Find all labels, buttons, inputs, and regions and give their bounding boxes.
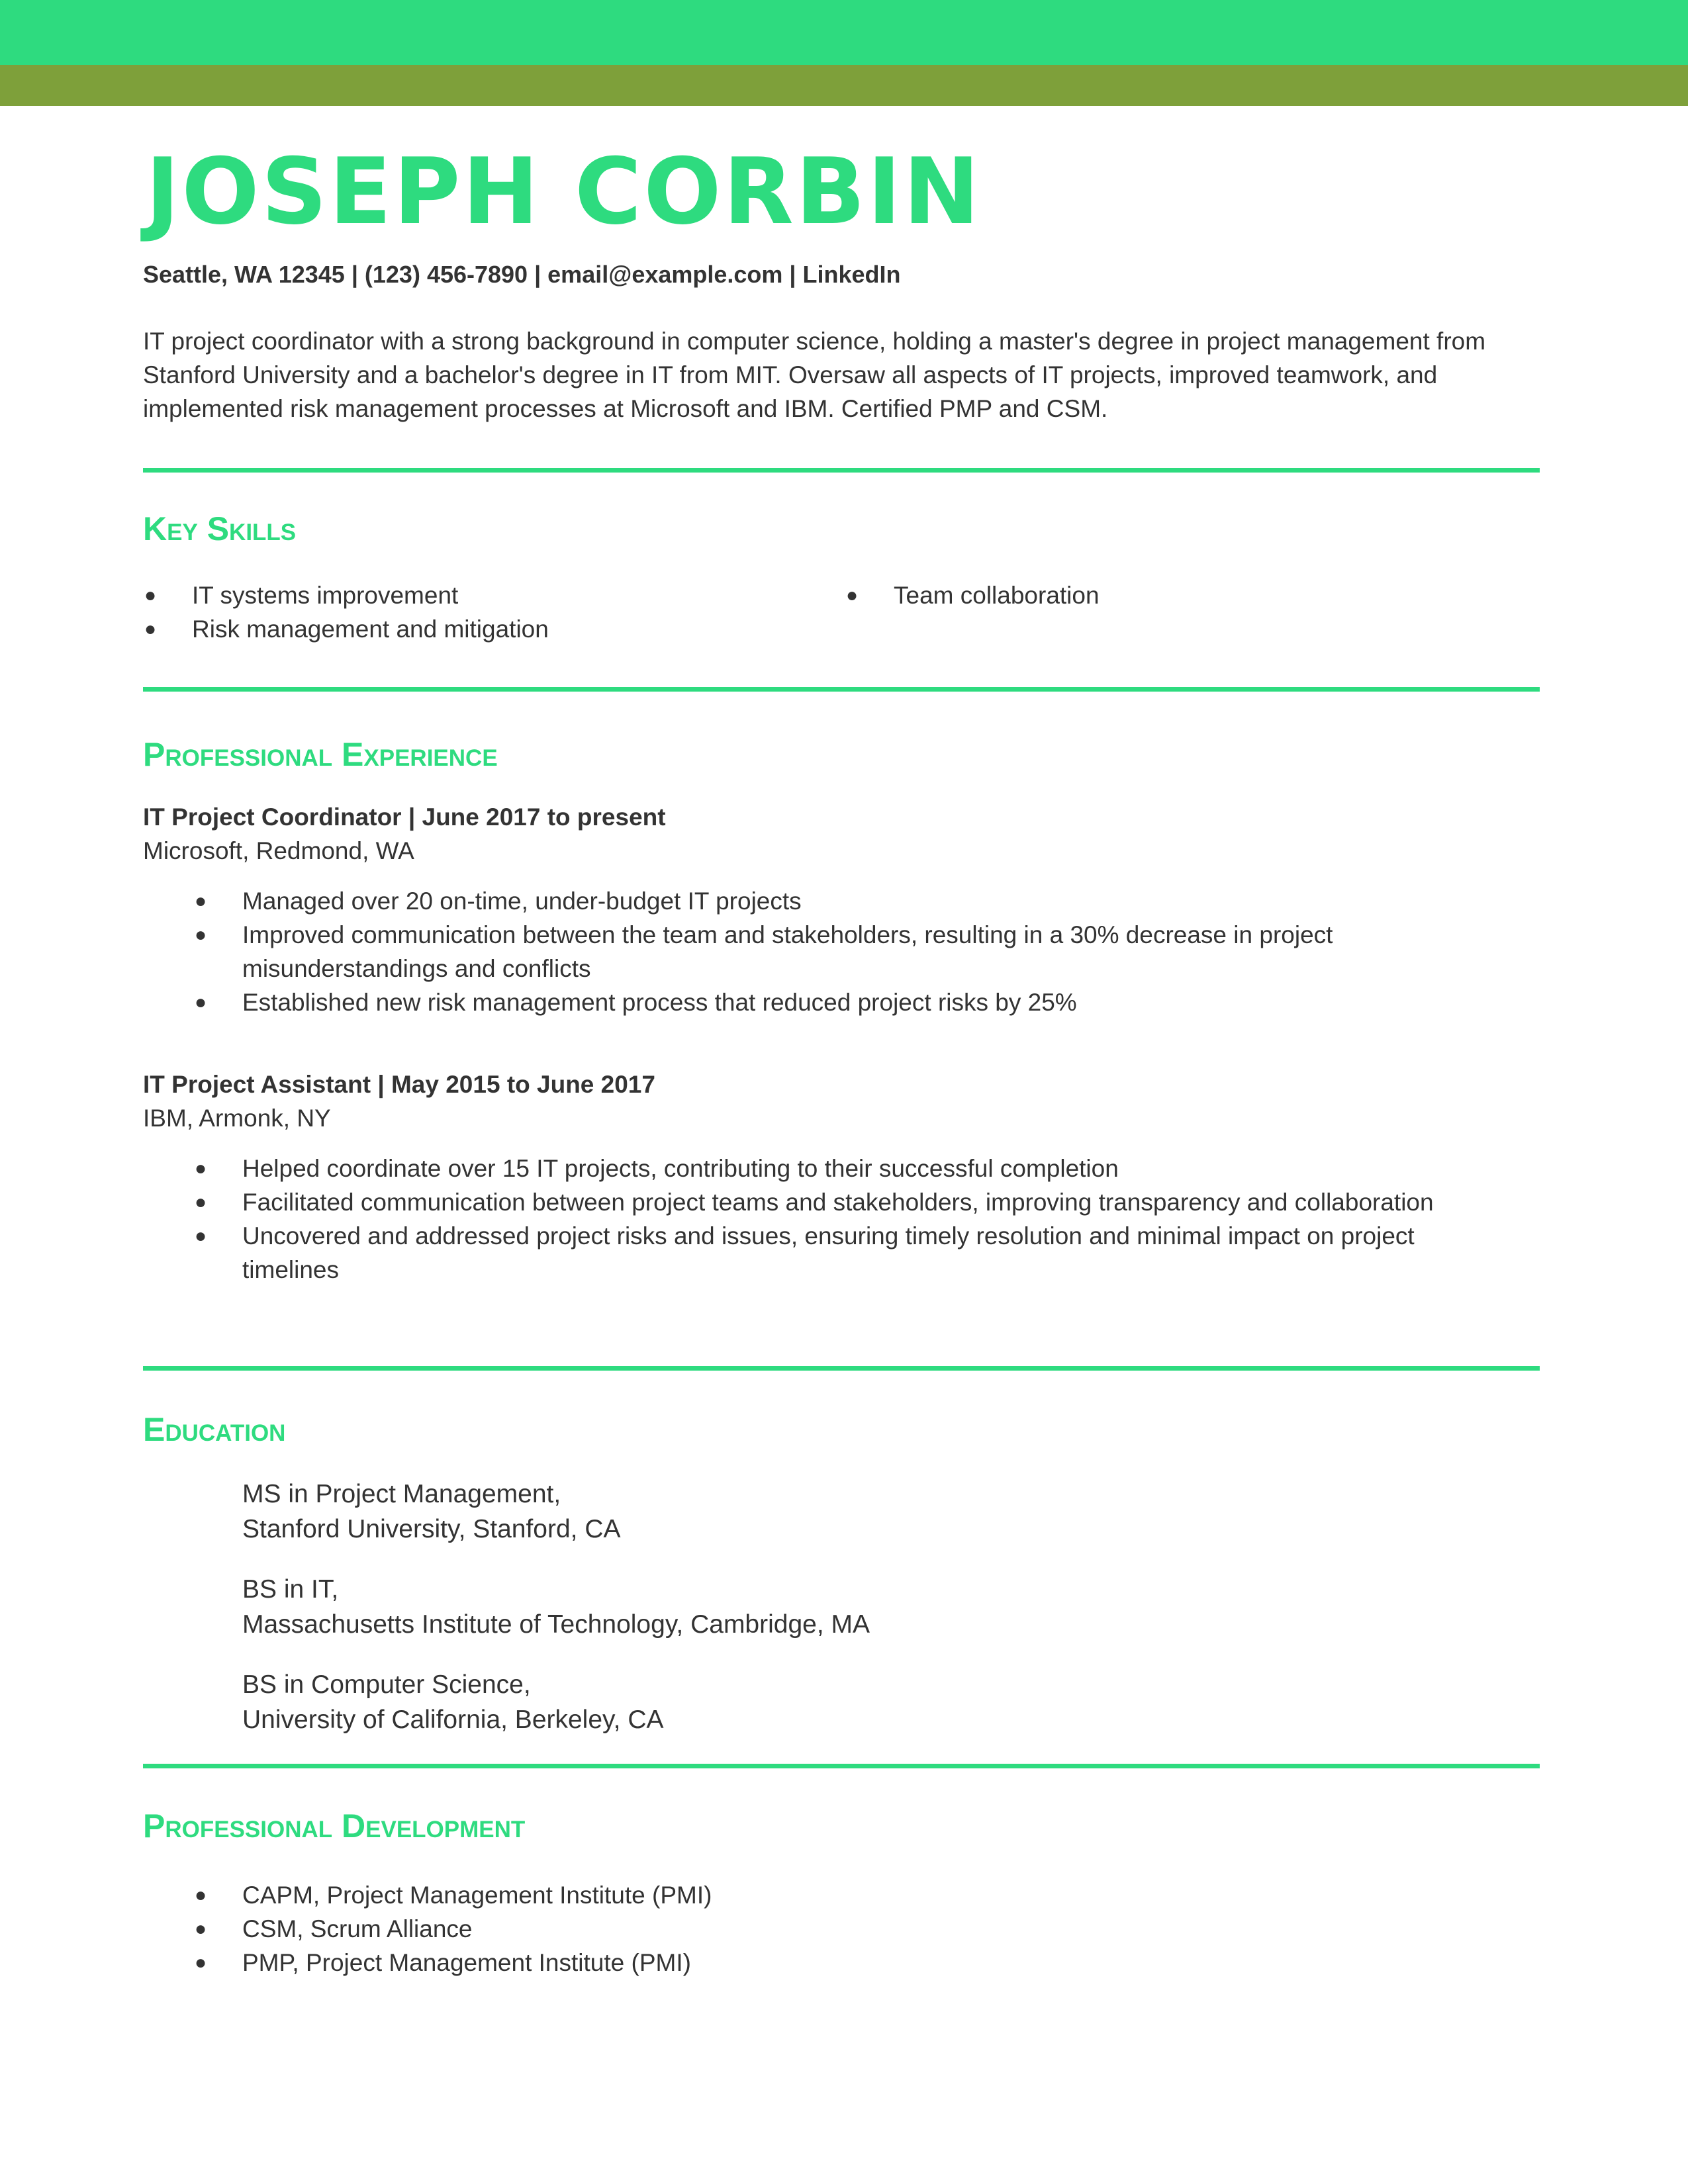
skills-heading: Key Skills <box>143 510 297 547</box>
bullet-icon: ● <box>846 584 859 606</box>
education-heading: Education <box>143 1411 286 1448</box>
job-bullets <box>195 884 1540 1019</box>
list-item: ● Uncovered and addressed project risks and issues, ensuring timely resolution and minimal impact on project timelines <box>242 1219 1434 1287</box>
header-bar-green <box>0 0 1688 65</box>
education-entry <box>143 1667 1540 1737</box>
skills-list <box>143 578 1540 651</box>
job-location: Microsoft, Redmond, WA <box>143 837 414 864</box>
bullet-icon: ● <box>195 1884 207 1906</box>
bullet-icon: ● <box>195 924 207 946</box>
degree: MS in Project Management, <box>242 1480 561 1508</box>
section-divider <box>143 687 1540 692</box>
list-item: ● Established new risk management process that reduced project risks by 25% <box>242 985 1540 1019</box>
development-list <box>195 1878 1540 1979</box>
list-item: ● CAPM, Project Management Institute (PMI) <box>242 1878 1540 1912</box>
bullet-icon: ● <box>195 991 207 1013</box>
list-item: ● Managed over 20 on-time, under-budget IT projects <box>242 884 1540 918</box>
bullet-icon: ● <box>195 1191 207 1213</box>
contact-line: Seattle, WA 12345 | (123) 456-7890 | email@example.com | LinkedIn <box>143 261 901 288</box>
skills-column-left <box>144 578 549 646</box>
skill-item: ● IT systems improvement <box>192 578 549 612</box>
list-item: ● Helped coordinate over 15 IT projects, contributing to their successful completion <box>242 1152 1540 1185</box>
skill-item: ● Risk management and mitigation <box>192 612 549 646</box>
section-divider <box>143 468 1540 473</box>
job-entry <box>143 800 1540 1019</box>
resume-body <box>143 126 1540 1979</box>
job-bullets <box>195 1152 1540 1287</box>
education-entry <box>143 1572 1540 1642</box>
bullet-icon: ● <box>195 1952 207 1974</box>
school: Massachusetts Institute of Technology, Cambridge, MA <box>242 1610 870 1639</box>
degree: BS in IT, <box>242 1575 339 1604</box>
development-heading: Professional Development <box>143 1807 526 1844</box>
job-title: IT Project Coordinator | June 2017 to present <box>143 803 666 831</box>
bullet-icon: ● <box>195 1918 207 1940</box>
job-title: IT Project Assistant | May 2015 to June 2017 <box>143 1071 655 1098</box>
bullet-icon: ● <box>195 890 207 912</box>
bullet-icon: ● <box>144 618 157 640</box>
list-item: ● PMP, Project Management Institute (PMI) <box>242 1946 1540 1979</box>
experience-heading: Professional Experience <box>143 736 498 773</box>
bullet-icon: ● <box>195 1158 207 1179</box>
list-item: ● Improved communication between the team and stakeholders, resulting in a 30% decrease in project misunderstandings and conflicts <box>242 918 1434 985</box>
school: University of California, Berkeley, CA <box>242 1706 664 1734</box>
degree: BS in Computer Science, <box>242 1670 531 1699</box>
bullet-icon: ● <box>144 584 157 606</box>
summary-paragraph: IT project coordinator with a strong background in computer science, holding a master's degree in project management from Stanford University and a bachelor's degree in IT from MIT. Oversaw all aspects of IT projects, improved teamwork, and implemented risk management processes at Microsoft and IBM. Certified PMP and CSM. <box>143 328 1486 422</box>
education-entry <box>143 1477 1540 1547</box>
list-item: ● CSM, Scrum Alliance <box>242 1912 1540 1946</box>
section-divider <box>143 1366 1540 1371</box>
skills-column-right <box>846 578 1100 612</box>
candidate-name: JOSEPH CORBIN <box>146 138 982 245</box>
school: Stanford University, Stanford, CA <box>242 1515 621 1543</box>
skill-item: ● Team collaboration <box>894 578 1100 612</box>
header-bar-olive <box>0 65 1688 106</box>
bullet-icon: ● <box>195 1225 207 1247</box>
job-entry <box>143 1068 1540 1287</box>
section-divider <box>143 1764 1540 1768</box>
job-location: IBM, Armonk, NY <box>143 1105 331 1132</box>
list-item: ● Facilitated communication between project teams and stakeholders, improving transparency and collaboration <box>242 1185 1540 1219</box>
